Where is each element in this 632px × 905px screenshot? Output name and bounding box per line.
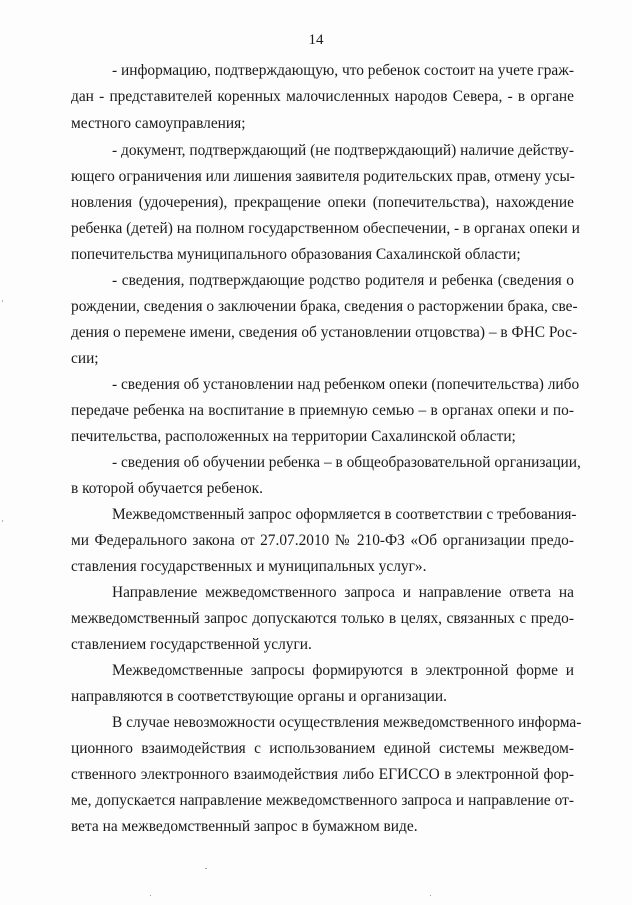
text-line: ставлением государственной услуги. <box>71 636 312 653</box>
scan-speck <box>205 868 207 869</box>
text-line: - сведения об установлении над ребенком опеки (попечительства) либо <box>112 376 580 393</box>
text-line: - информацию, подтверждающую, что ребенок состоит на учете граж- <box>112 62 574 79</box>
page-number: 14 <box>308 32 324 48</box>
scan-speck <box>2 300 3 302</box>
text-line: В случае невозможности осуществления межведомственного информа- <box>112 714 582 731</box>
text-line: ционного взаимодействия с использованием единой системы межведом- <box>71 740 574 757</box>
text-line: - документ, подтверждающий (не подтверждающий) наличие действу- <box>112 142 574 159</box>
text-line: Межведомственные запросы формируются в электронной форме и <box>112 662 574 679</box>
text-line: - сведения, подтверждающие родство родителя и ребенка (сведения о <box>112 272 574 289</box>
text-line: ме, допускается направление межведомственного запроса и направление от- <box>71 792 574 809</box>
text-line: Направление межведомственного запроса и направление ответа на <box>112 584 574 601</box>
text-line: печительства, расположенных на территории Сахалинской области; <box>71 428 516 445</box>
text-line: межведомственный запрос допускаются только в целях, связанных с предо- <box>71 610 574 627</box>
text-line: ставления государственных и муниципальных услуг». <box>71 558 427 575</box>
text-line: дан - представителей коренных малочисленных народов Севера, - в органе <box>71 88 574 105</box>
text-line: местного самоуправления; <box>71 115 246 132</box>
text-line: дения о перемене имени, сведения об установлении отцовства) – в ФНС Рос- <box>71 324 578 341</box>
text-line: направляются в соответствующие органы и организации. <box>71 688 447 705</box>
text-line: рождении, сведения о заключении брака, сведения о расторжении брака, све- <box>71 298 578 315</box>
scan-speck <box>150 895 151 896</box>
text-line: - сведения об обучении ребенка – в общеобразовательной организации, <box>112 454 581 471</box>
text-line: сии; <box>71 350 99 367</box>
text-line: в которой обучается ребенок. <box>71 480 263 497</box>
text-line: попечительства муниципального образования Сахалинской области; <box>71 246 521 263</box>
text-line: ющего ограничения или лишения заявителя родительских прав, отмену усы- <box>71 168 575 185</box>
text-line: ми Федерального закона от 27.07.2010 № 210-ФЗ «Об организации предо- <box>71 532 574 549</box>
text-line: ребенка (детей) на полном государственном обеспечении, - в органах опеки и <box>71 220 580 237</box>
text-line: Межведомственный запрос оформляется в соответствии с требования- <box>112 506 577 523</box>
text-line: новления (удочерения), прекращение опеки (попечительства), нахождение <box>71 194 574 211</box>
text-line: вета на межведомственный запрос в бумажном виде. <box>71 818 418 835</box>
scan-speck <box>2 520 3 522</box>
text-line: ственного электронного взаимодействия либо ЕГИССО в электронной фор- <box>71 766 574 783</box>
scan-speck <box>430 895 431 896</box>
text-line: передаче ребенка на воспитание в приемную семью – в органах опеки и по- <box>71 402 574 419</box>
